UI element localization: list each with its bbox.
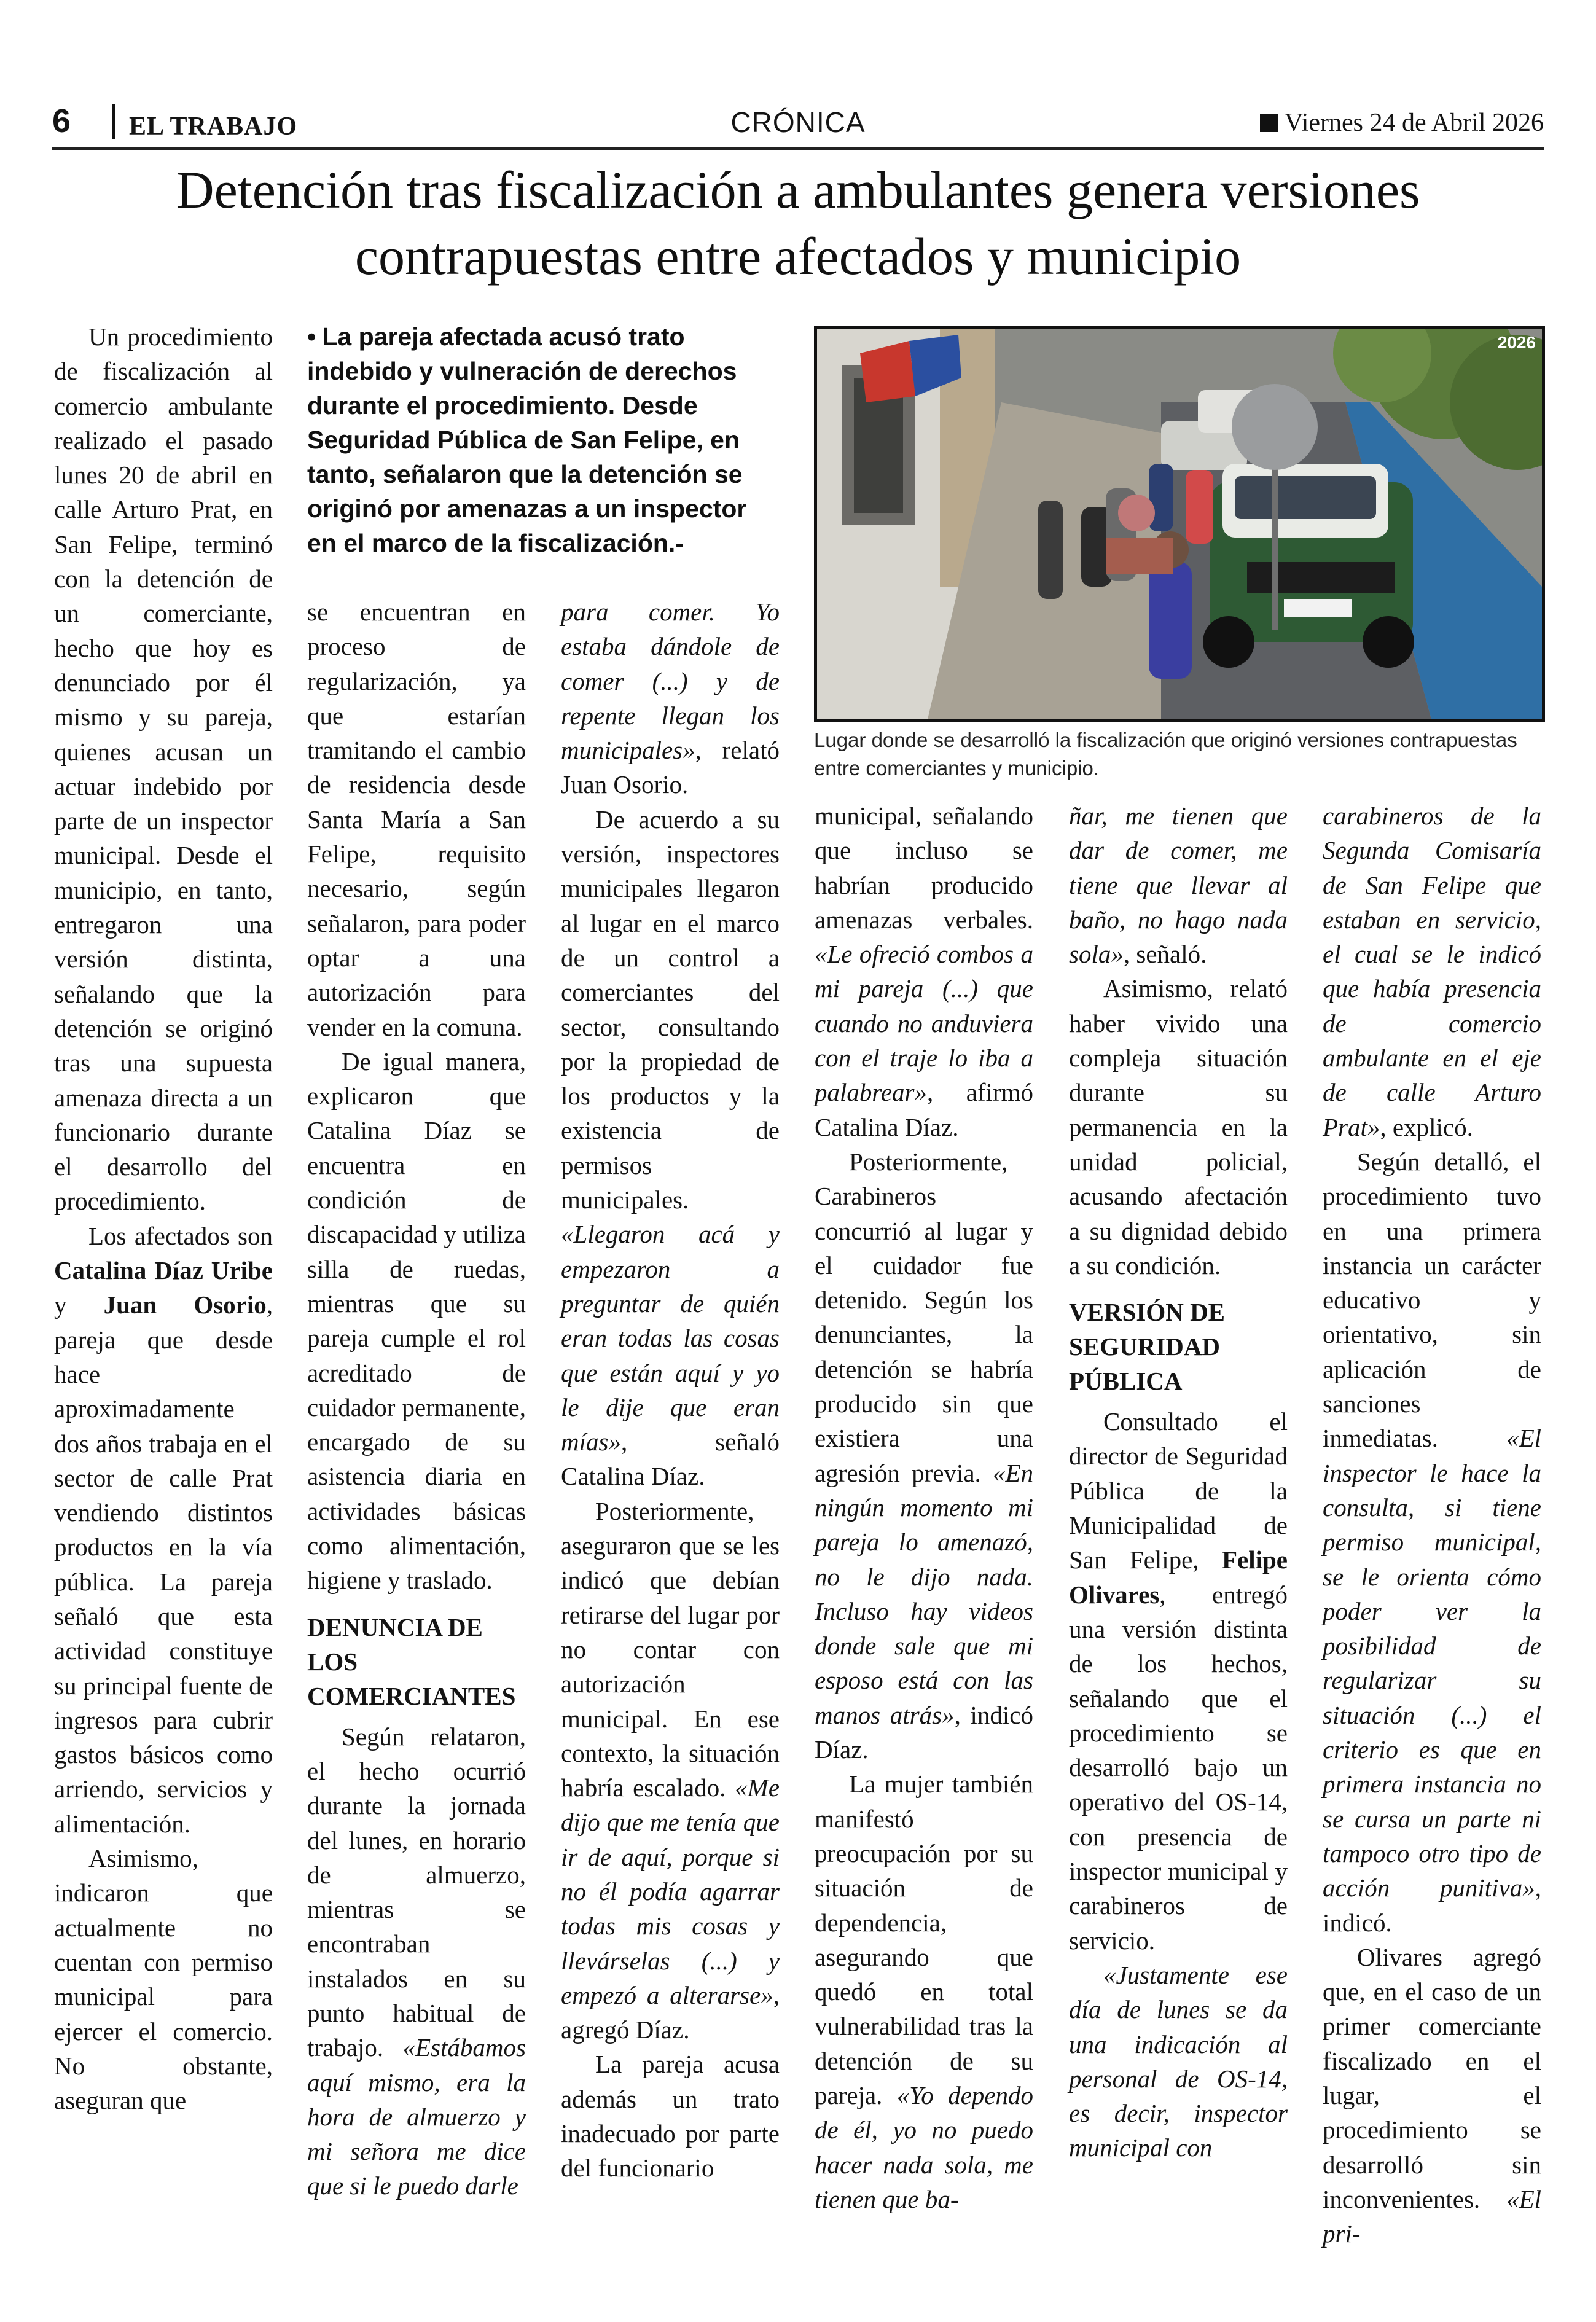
text-run: , afirmó Catalina Díaz. — [815, 1078, 1033, 1141]
text-run: Consultado el director de Seguridad Pública de la Municipalidad de San Felipe, — [1069, 1407, 1288, 1574]
text-run: Según relataron, el hecho ocurrió durante la jornada del lunes, en horario de almuerzo, mientras se encontraban instalados en su punto habitual de trabajo. — [307, 1722, 526, 2062]
paragraph — [815, 799, 1033, 1144]
photo-timestamp: 2026 — [1497, 333, 1536, 352]
paragraph — [1069, 799, 1288, 971]
text-run: Los afectados son — [88, 1221, 273, 1250]
quote: «El pri- — [1323, 2184, 1541, 2248]
photo-caption: Lugar donde se desarrolló la fiscalización que originó versiones contrapuestas entre comerciantes y municipio. — [814, 729, 1517, 780]
column-6 — [1323, 799, 1541, 2251]
paragraph — [1323, 1940, 1541, 2251]
text-run: , indicó. — [1323, 1874, 1541, 1937]
quote: «En ningún momento mi pareja lo amenazó, no le dijo nada. Incluso hay videos donde sale que mi esposo está con las manos atrás» — [815, 1458, 1033, 1729]
column-1 — [54, 319, 273, 2117]
page-number: 6 — [52, 103, 71, 139]
quote: ñar, me tienen que dar de comer, me tiene que llevar al baño, no hago nada sola» — [1069, 802, 1288, 969]
paragraph: Un procedimiento de fiscalización al comercio ambulante realizado el pasado lunes 20 de abril en calle Arturo Prat, en San Felipe, terminó con la detención de un comerciante, hecho que hoy es denunciado por él mismo y su pareja, quienes acusan un actuar indebido por parte de un inspector municipal. Desde el municipio, en tanto, entregaron una versión distinta, señalando que la detención se originó tras una supuesta amenaza directa a un funcionario durante el desarrollo del procedimiento. — [54, 322, 273, 1216]
paragraph — [1323, 799, 1541, 1144]
paragraph — [561, 595, 780, 802]
lead-bullet-icon: • — [307, 322, 316, 351]
quote: «Estábamos aquí mismo, era la hora de almuerzo y mi señora me dice que si le puedo darle — [307, 2033, 526, 2200]
newspaper-name: EL TRABAJO — [129, 112, 298, 141]
quote: para comer. Yo estaba dándole de comer (...) y de repente llegan los municipales» — [561, 598, 780, 765]
paragraph — [1069, 1958, 1288, 2165]
quote: «Me dijo que me tenía que ir de aquí, porque si no él podía agarrar todas mis cosas y llevárselas (...) y empezó a alterarse» — [561, 1773, 780, 2009]
text-run: La mujer también manifestó preocupación por su situación de dependencia, asegurando que quedó en total vulnerabilidad tras la detención de su pareja. — [815, 1770, 1033, 2109]
paragraph: se encuentran en proceso de regularización, ya que estarían tramitando el cambio de residencia desde Santa María a San Felipe, requisito necesario, según señalaron, para poder optar a una autorización para vender en la comuna. — [307, 598, 526, 1041]
text-run: municipal, señalando que incluso se habrían producido amenazas verbales. — [815, 802, 1033, 934]
section-name: CRÓNICA — [730, 106, 866, 138]
text-run: , señaló Catalina Díaz. — [561, 1428, 780, 1491]
quote: «Yo dependo de él, yo no puedo hacer nada sola, me tienen que ba- — [815, 2081, 1034, 2213]
issue-date — [1260, 108, 1544, 138]
quote: «Llegaron acá y empezaron a preguntar de quién eran todas las cosas que están aquí y yo le dije que eran mías» — [561, 1220, 780, 1456]
lead-text: La pareja afectada acusó trato indebido y vulneración de derechos durante el procedimiento. Desde Seguridad Pública de San Felipe, en tanto, señalaron que la detención se originó por amenazas a un inspector en el marco de la fiscalización.- — [307, 322, 747, 557]
paragraph — [561, 802, 780, 1494]
text-run: , entregó una versión distinta de los hechos, señalando que el procedimiento se desarrolló bajo un operativo del OS-14, con presencia de inspector municipal y carabineros de servicio. — [1069, 1580, 1288, 1955]
quote: «Le ofreció combos a mi pareja (...) que cuando no anduviera con el traje lo iba a palabrear» — [815, 940, 1033, 1107]
text-run: , señaló. — [1123, 940, 1207, 969]
article-title: Detención tras fiscalización a ambulantes genera versiones contrapuestas entre afectados y municipio — [176, 160, 1420, 286]
paragraph: De igual manera, explicaron que Catalina Díaz se encuentra en condición de discapacidad y utiliza silla de ruedas, mientras que su pareja cumple el rol acreditado de cuidador permanente, encargado de su asistencia diaria en actividades básicas como alimentación, higiene y traslado. — [307, 1047, 526, 1595]
paragraph — [307, 1719, 526, 2203]
paragraph — [1069, 1404, 1288, 1958]
article-photo — [814, 326, 1545, 722]
text-run: , pareja que desde hace aproximadamente dos años trabaja en el sector de calle Prat vendiendo distintos productos en la vía pública. La pareja señaló que esta actividad constituye su principal fuente de ingresos para cubrir gastos básicos como arriendo, servicios y alimentación. — [54, 1291, 273, 1838]
paragraph — [561, 1494, 780, 2047]
column-4 — [815, 799, 1033, 2216]
paragraph — [815, 1767, 1033, 2216]
quote: «Justamente ese día de lunes se da una indicación al personal de OS-14, es decir, inspector municipal con — [1069, 1960, 1288, 2162]
quote: carabineros de la Segunda Comisaría de San Felipe que estaban en servicio, el cual se le indicó que había presencia de comercio ambulante en el eje de calle Arturo Prat» — [1323, 802, 1541, 1141]
page-header — [52, 98, 1544, 150]
quote: «El inspector le hace la consulta, si tiene permiso municipal, se le orienta cómo poder ver la posibilidad de regularizar su situación (...) el criterio es que en primera instancia no se cursa un parte ni tampoco otro tipo de acción punitiva» — [1323, 1424, 1541, 1902]
paragraph: Asimismo, indicaron que actualmente no cuentan con permiso municipal para ejercer el comercio. No obstante, aseguran que — [54, 1844, 273, 2115]
text-run: Según detalló, el procedimiento tuvo en una primera instancia un carácter educativo y orientativo, sin aplicación de sanciones inmediatas. — [1323, 1147, 1541, 1453]
paragraph: La pareja acusa además un trato inadecuado por parte del funcionario — [561, 2050, 780, 2183]
text-run: Posteriormente, aseguraron que se les indicó que debían retirarse del lugar por no contar con autorización municipal. En ese contexto, la situación habría escalado. — [561, 1496, 780, 1802]
column-3 — [561, 595, 780, 2186]
person-name: Catalina Díaz Uribe — [54, 1256, 273, 1285]
paragraph: Asimismo, relató haber vivido una compleja situación durante su permanencia en la unidad policial, acusando afectación a su dignidad debido a su condición. — [1069, 974, 1288, 1280]
person-name: Felipe Olivares — [1069, 1546, 1288, 1609]
square-bullet-icon — [1260, 114, 1278, 132]
subheading: VERSIÓN DE SEGURIDAD PÚBLICA — [1069, 1298, 1226, 1396]
paragraph — [1323, 1144, 1541, 1940]
paragraph — [54, 1219, 273, 1841]
text-run: De acuerdo a su versión, inspectores municipales llegaron al lugar en el marco de un control a comerciantes del sector, consultando por la propiedad de los productos y la existencia de permisos municipales. — [561, 805, 780, 1214]
text-run: Olivares agregó que, en el caso de un primer comerciante fiscalizado en el lugar, el procedimiento se desarrolló sin inconvenientes. — [1323, 1942, 1541, 2213]
person-name: Juan Osorio — [103, 1291, 267, 1319]
column-5 — [1069, 799, 1288, 2165]
text-run: y — [54, 1291, 104, 1319]
street-scene-illustration — [817, 329, 1542, 719]
column-2 — [307, 595, 526, 2203]
issue-date-text: Viernes 24 de Abril 2026 — [1284, 109, 1544, 137]
paragraph — [815, 1144, 1033, 1767]
text-run: , explicó. — [1380, 1112, 1473, 1141]
text-run: , relató Juan Osorio. — [561, 736, 780, 799]
subheading: DENUNCIA DE LOS COMERCIANTES — [307, 1612, 516, 1710]
text-run: Posteriormente, Carabineros concurrió al lugar y el cuidador fue detenido. Según los denunciantes, la detención se habría producido sin que existiera una agresión previa. — [815, 1147, 1033, 1487]
text-run: , indicó Díaz. — [815, 1700, 1033, 1764]
text-run: , agregó Díaz. — [561, 1980, 780, 2044]
article-lead — [307, 319, 780, 560]
